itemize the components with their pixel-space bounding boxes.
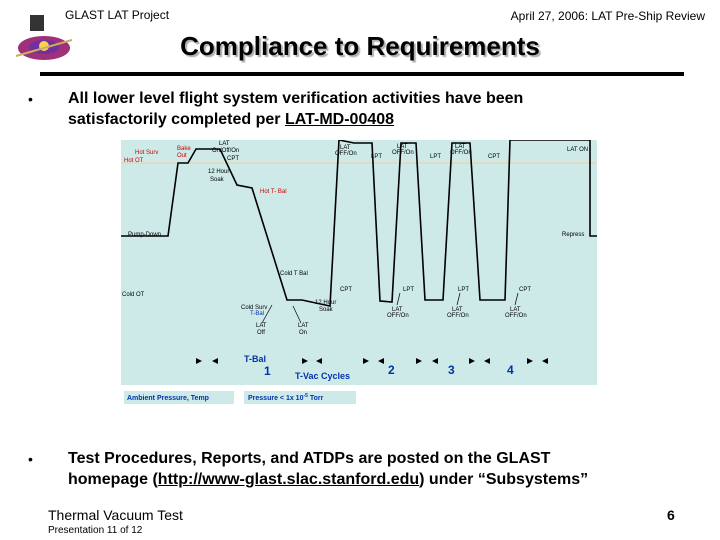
label-lat-off-on-2-l1: LAT [397,144,408,150]
bullet-line: Test Procedures, Reports, and ATDPs are posted on the GLAST [68,450,551,467]
label-bake-out-l1: Bake [177,146,191,152]
tvac-diagram-svg [120,140,600,405]
bullet-line-prefix: satisfactorily completed per [68,111,285,128]
label-lat-on-off-on-l1: LAT [219,141,230,147]
label-lat-on: LAT ON [567,147,589,153]
label-cold-survival: Cold Surv [241,305,268,311]
phase-tbal-num: 1 [264,364,271,378]
label-lat-off-on-b2-l2: OFF/On [447,313,469,319]
bullet-line: All lower level flight system verification activities have been [68,90,524,107]
label-lat-off-on-3-l2: OFF/On [450,150,472,156]
bullet-text [68,88,688,130]
label-lpt-bot-1: LPT [403,287,415,293]
label-lat-off-on-b1-l2: OFF/On [387,313,409,319]
bullet-line-suffix: ) under “Subsystems” [419,471,589,488]
page-number: 6 [667,507,675,523]
footer-subtitle: Thermal Vacuum Test [48,507,183,523]
diagram-panel [121,140,597,385]
bullet-line [68,469,698,490]
label-hot-tbal: Hot T- Bal [260,189,287,195]
label-lpt-1: LPT [371,154,383,160]
label-cpt-bot-1: CPT [340,287,352,293]
presentation-count: Presentation 11 of 12 [48,525,143,536]
label-cpt-top: CPT [227,156,239,162]
slide-title: Compliance to Requirements [180,31,540,61]
legend-pressure-base: Pressure < 1x 10 [248,395,304,402]
label-hot-surv: Hot Surv [135,150,159,156]
label-lat-off-bot-l1: LAT [256,323,267,329]
title-rule [40,72,684,76]
legend-pressure-unit: Torr [307,395,324,402]
label-lat-off-on-b3-l1: LAT [510,307,521,313]
label-cold-tbal: Cold T Bal [280,271,308,277]
label-lat-off-on-1-l1: LAT [340,145,351,151]
label-lat-on-bot-l1: LAT [298,323,309,329]
label-lat-off-on-3-l1: LAT [455,144,466,150]
label-soak-top-l2: Soak [210,177,224,183]
bullet-symbol: • [28,451,33,467]
label-bake-out-l2: Out [177,153,187,159]
label-lpt-2: LPT [430,154,442,160]
label-cpt-2: CPT [488,154,500,160]
label-lat-off-on-b2-l1: LAT [452,307,463,313]
label-cpt-bot-2: CPT [519,287,531,293]
phase-cycle-3: 3 [448,363,455,377]
label-cold-ot: Cold OT [122,292,145,298]
legend-ambient: Ambient Pressure, Temp [127,395,209,402]
label-tbal-small: T-Bal [250,311,265,317]
label-lpt-bot-2: LPT [458,287,470,293]
project-name: GLAST LAT Project [65,8,170,22]
phase-cycle-2: 2 [388,363,395,377]
review-date: April 27, 2006: LAT Pre-Ship Review [510,9,705,23]
lat-md-00408-link[interactable]: LAT-MD-00408 [284,111,395,128]
label-lat-off-on-b3-l2: OFF/On [505,313,527,319]
legend-pressure-exp: -5 [303,393,308,399]
label-soak-top-l1: 12 Hour [208,169,230,175]
label-lat-on-off-on-l2: On/Off/On [212,148,240,154]
label-lat-on-bot-l2: On [299,330,308,336]
label-pump-down: Pump-Down [128,232,162,238]
label-soak-bot-l2: Soak [319,307,333,313]
phase-cycle-4: 4 [507,363,514,377]
label-lat-off-on-b1-l1: LAT [392,307,403,313]
bullet-symbol: • [28,91,33,107]
label-lat-off-on-2-l2: OFF/On [392,150,414,156]
label-lat-off-on-1-l2: OFF/On [335,151,357,157]
label-repress: Repress [562,232,585,238]
glast-homepage-link[interactable]: http://www-glast.slac.stanford.edu [157,471,420,488]
label-hot-ot: Hot OT [124,158,144,164]
tvac-diagram [120,140,600,405]
phase-tvac: T-Vac Cycles [295,371,351,381]
bullet-text [68,448,698,490]
label-lat-off-bot-l2: Off [257,330,265,336]
legend-pressure [248,393,324,402]
bullet-line [68,109,688,130]
phase-tbal: T-Bal [244,354,267,364]
bullet-line-prefix: homepage ( [68,471,158,488]
label-soak-bot-l1: 12 Hour [315,300,337,306]
